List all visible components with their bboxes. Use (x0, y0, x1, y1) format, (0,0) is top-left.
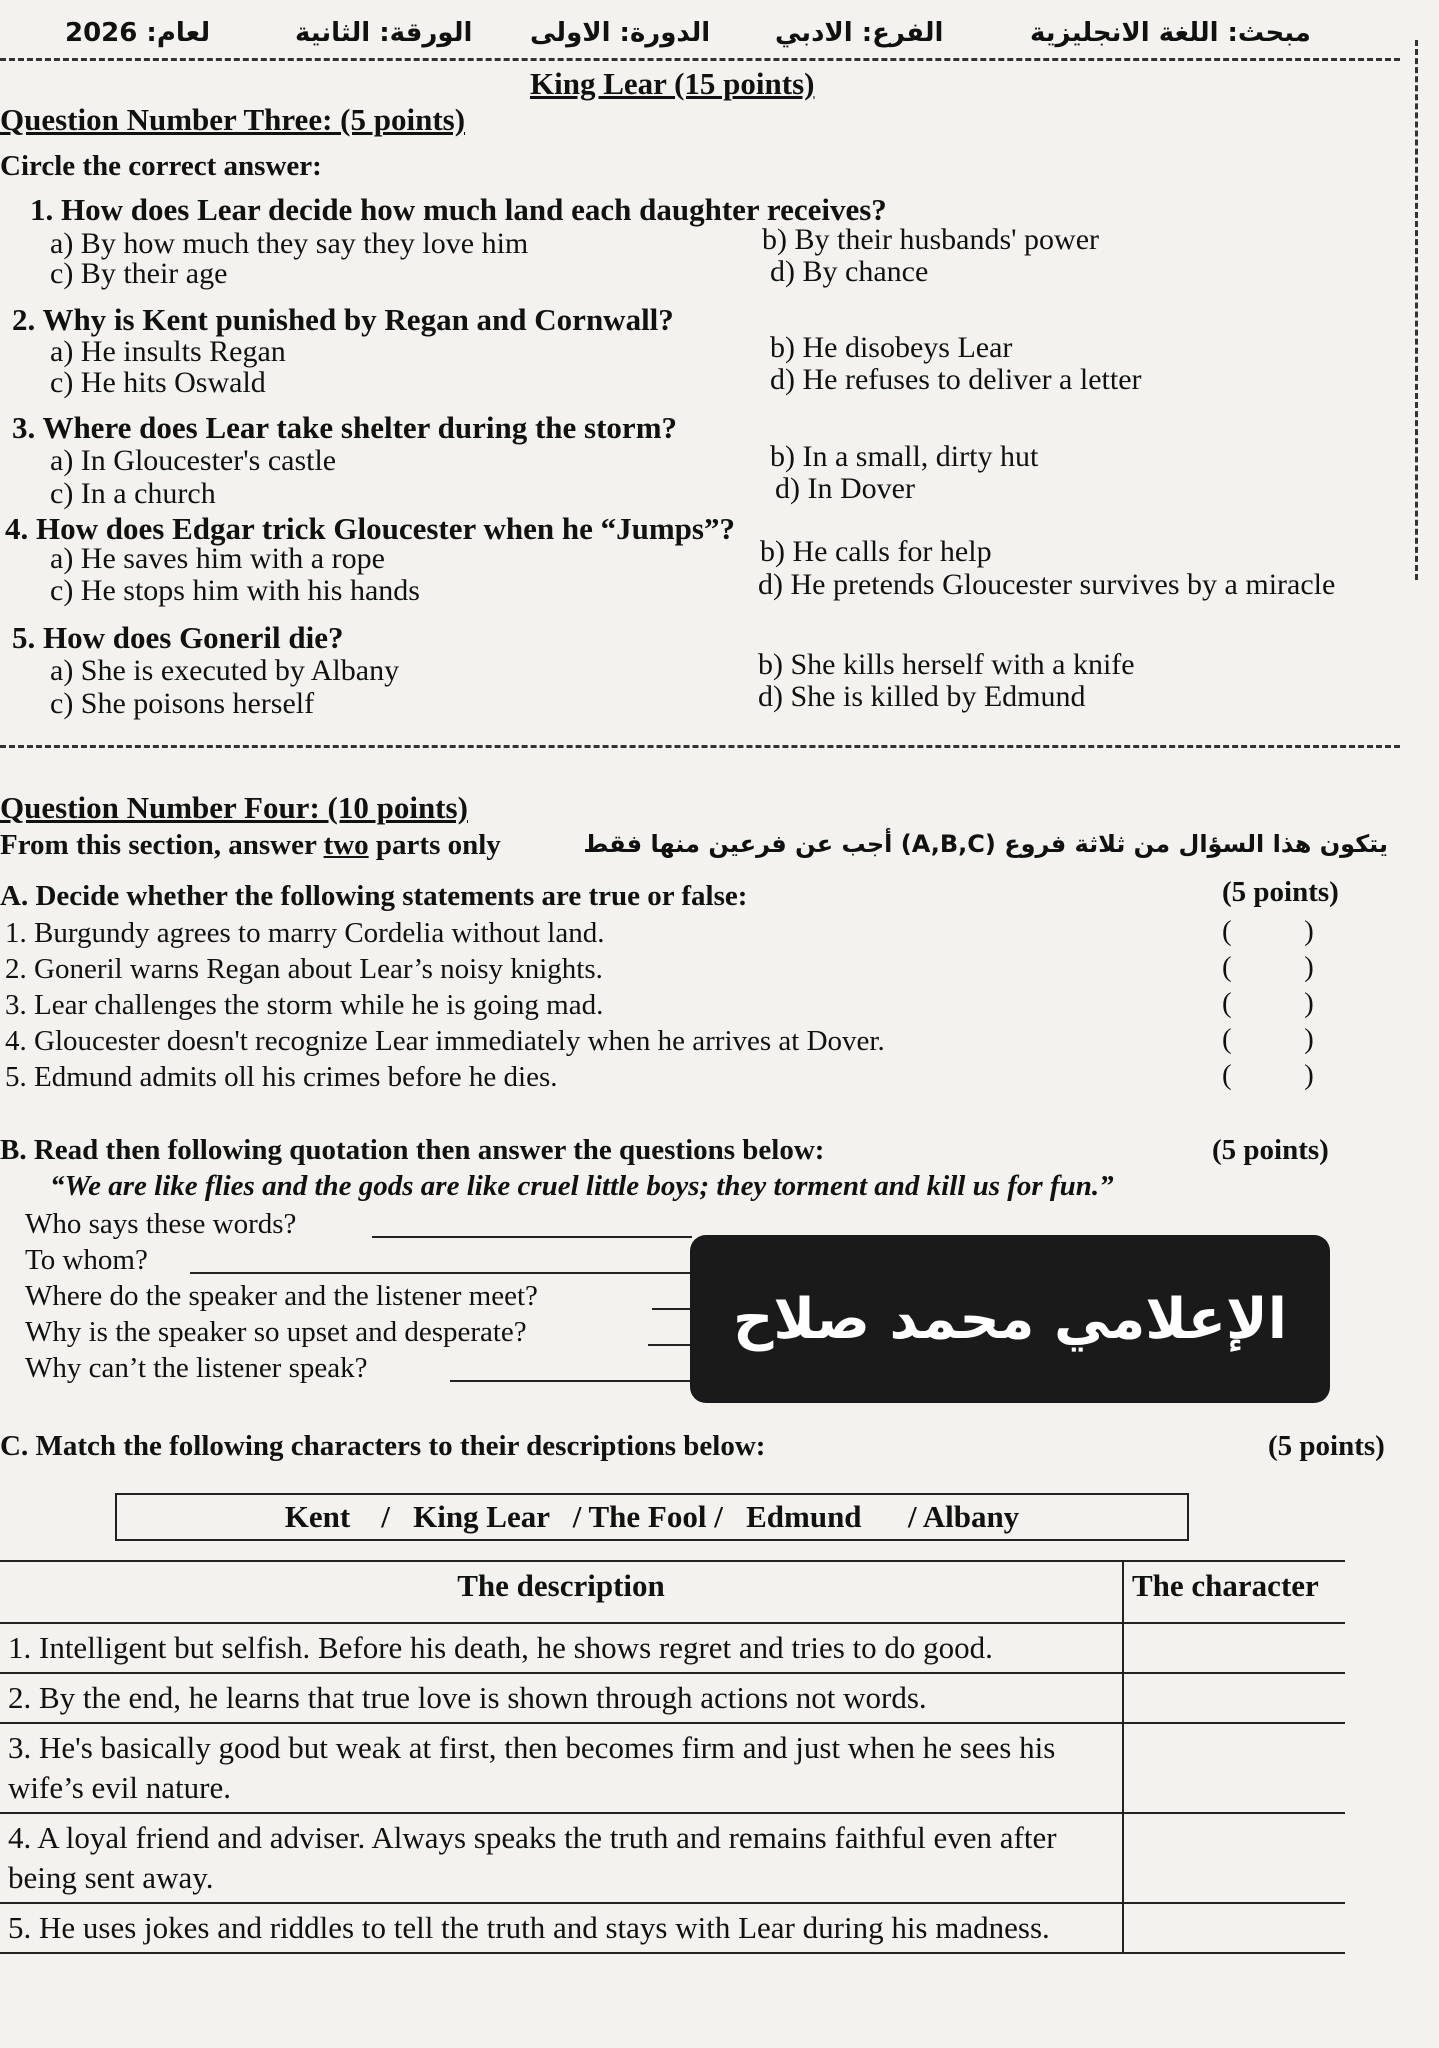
answer-blank[interactable]: ( ) (1222, 951, 1314, 983)
column-header-character: The character (1123, 1561, 1345, 1623)
character-answer-cell[interactable] (1123, 1903, 1345, 1953)
option-b[interactable]: b) She kills herself with a knife (758, 648, 1135, 681)
table-row (0, 1673, 1345, 1723)
table-row (0, 1723, 1345, 1813)
header-paper: الورقة: الثانية (295, 18, 473, 48)
option-c[interactable]: c) He hits Oswald (50, 366, 266, 399)
partC-points: (5 points) (1268, 1430, 1385, 1462)
watermark-banner: الإعلامي محمد صلاح (690, 1235, 1330, 1403)
description-cell: 2. By the end, he learns that true love is shown through actions not words. (0, 1673, 1123, 1723)
option-d[interactable]: d) By chance (770, 255, 929, 288)
partB-question-5: Why can’t the listener speak? (25, 1352, 368, 1384)
option-a[interactable]: a) She is executed by Albany (50, 654, 400, 687)
question-text: 2. Why is Kent punished by Regan and Cornwall? (12, 302, 674, 337)
right-margin-line (1415, 40, 1418, 580)
answer-line[interactable] (652, 1308, 692, 1310)
q4-instruction-suffix: parts only (368, 829, 501, 861)
option-a[interactable]: a) In Gloucester's castle (50, 444, 337, 477)
partB-question-2: To whom? (25, 1244, 148, 1276)
q4-instruction-two: two (323, 829, 369, 861)
answer-line[interactable] (450, 1380, 692, 1382)
description-cell: 1. Intelligent but selfish. Before his death, he shows regret and tries to do good. (0, 1623, 1123, 1673)
question-text: 4. How does Edgar trick Gloucester when he “Jumps”? (5, 511, 735, 546)
section-divider (0, 745, 1400, 748)
option-b[interactable]: b) He calls for help (760, 535, 992, 568)
character-list: Kent / King Lear / The Fool / Edmund / Albany (284, 1499, 1020, 1534)
option-b[interactable]: b) In a small, dirty hut (770, 440, 1039, 473)
option-a[interactable]: a) He insults Regan (50, 335, 286, 368)
option-a[interactable]: a) He saves him with a rope (50, 542, 385, 575)
answer-blank[interactable]: ( ) (1222, 1023, 1314, 1055)
description-cell: 4. A loyal friend and adviser. Always speaks the truth and remains faithful even after being sent away. (0, 1813, 1123, 1903)
option-a[interactable]: a) By how much they say they love him (50, 227, 529, 260)
q3-instruction: Circle the correct answer: (0, 150, 322, 182)
column-header-description: The description (0, 1561, 1123, 1623)
statement-text: 4. Gloucester doesn't recognize Lear immediately when he arrives at Dover. (5, 1025, 885, 1057)
option-d[interactable]: d) In Dover (775, 472, 915, 505)
partC-title: C. Match the following characters to their descriptions below: (0, 1430, 766, 1462)
answer-blank[interactable]: ( ) (1222, 1059, 1314, 1091)
option-c[interactable]: c) In a church (50, 477, 216, 510)
answer-line[interactable] (648, 1344, 692, 1346)
header-year: لعام: 2026 (65, 18, 211, 48)
answer-blank[interactable]: ( ) (1222, 987, 1314, 1019)
statement-text: 2. Goneril warns Regan about Lear’s noisy knights. (5, 953, 603, 985)
option-d[interactable]: d) He refuses to deliver a letter (770, 363, 1142, 396)
q4-instruction (0, 829, 501, 862)
statement-text: 5. Edmund admits oll his crimes before he dies. (5, 1061, 558, 1093)
partB-points: (5 points) (1212, 1134, 1329, 1166)
match-table (0, 1560, 1345, 1954)
q4-instruction-prefix: From this section, answer (0, 829, 324, 861)
section-title: King Lear (15 points) (530, 66, 815, 101)
answer-line[interactable] (190, 1272, 690, 1274)
character-list-box (115, 1493, 1189, 1541)
statement-text: 1. Burgundy agrees to marry Cordelia without land. (5, 917, 605, 949)
question-text: 5. How does Goneril die? (12, 620, 344, 655)
header-subject: مبحث: اللغة الانجليزية (1030, 18, 1311, 48)
question-text: 1. How does Lear decide how much land each daughter receives? (30, 192, 887, 227)
character-answer-cell[interactable] (1123, 1813, 1345, 1903)
answer-line[interactable] (372, 1236, 692, 1238)
partA-points: (5 points) (1222, 876, 1339, 908)
option-c[interactable]: c) By their age (50, 257, 228, 290)
description-cell: 5. He uses jokes and riddles to tell the truth and stays with Lear during his madness. (0, 1903, 1123, 1953)
option-b[interactable]: b) By their husbands' power (762, 223, 1100, 256)
partA-title: A. Decide whether the following statements are true or false: (0, 880, 748, 912)
partB-title: B. Read then following quotation then answer the questions below: (0, 1134, 825, 1166)
table-row (0, 1813, 1345, 1903)
header-branch: الفرع: الادبي (775, 18, 944, 48)
q3-title: Question Number Three: (5 points) (0, 102, 466, 137)
table-row (0, 1903, 1345, 1953)
option-d[interactable]: d) He pretends Gloucester survives by a miracle (758, 568, 1336, 601)
character-answer-cell[interactable] (1123, 1623, 1345, 1673)
option-c[interactable]: c) He stops him with his hands (50, 574, 420, 607)
partB-question-3: Where do the speaker and the listener meet? (25, 1280, 538, 1312)
option-b[interactable]: b) He disobeys Lear (770, 331, 1013, 364)
option-d[interactable]: d) She is killed by Edmund (758, 680, 1086, 713)
description-cell: 3. He's basically good but weak at first, then becomes firm and just when he sees his wife’s evil nature. (0, 1723, 1123, 1813)
table-header-row (0, 1561, 1345, 1623)
header-session: الدورة: الاولى (530, 18, 711, 48)
q4-instruction-arabic: يتكون هذا السؤال من ثلاثة فروع (A,B,C) أجب عن فرعين منها فقط (583, 830, 1388, 858)
partB-question-4: Why is the speaker so upset and desperate? (25, 1316, 527, 1348)
statement-text: 3. Lear challenges the storm while he is going mad. (5, 989, 604, 1021)
answer-blank[interactable]: ( ) (1222, 915, 1314, 947)
partB-question-1: Who says these words? (25, 1208, 297, 1240)
character-answer-cell[interactable] (1123, 1723, 1345, 1813)
character-answer-cell[interactable] (1123, 1673, 1345, 1723)
header-divider (0, 58, 1400, 61)
option-c[interactable]: c) She poisons herself (50, 687, 315, 720)
partB-quote: “We are like flies and the gods are like cruel little boys; they torment and kill us for fun.” (50, 1170, 1114, 1202)
table-row (0, 1623, 1345, 1673)
question-text: 3. Where does Lear take shelter during the storm? (12, 410, 678, 445)
q4-title: Question Number Four: (10 points) (0, 790, 468, 825)
